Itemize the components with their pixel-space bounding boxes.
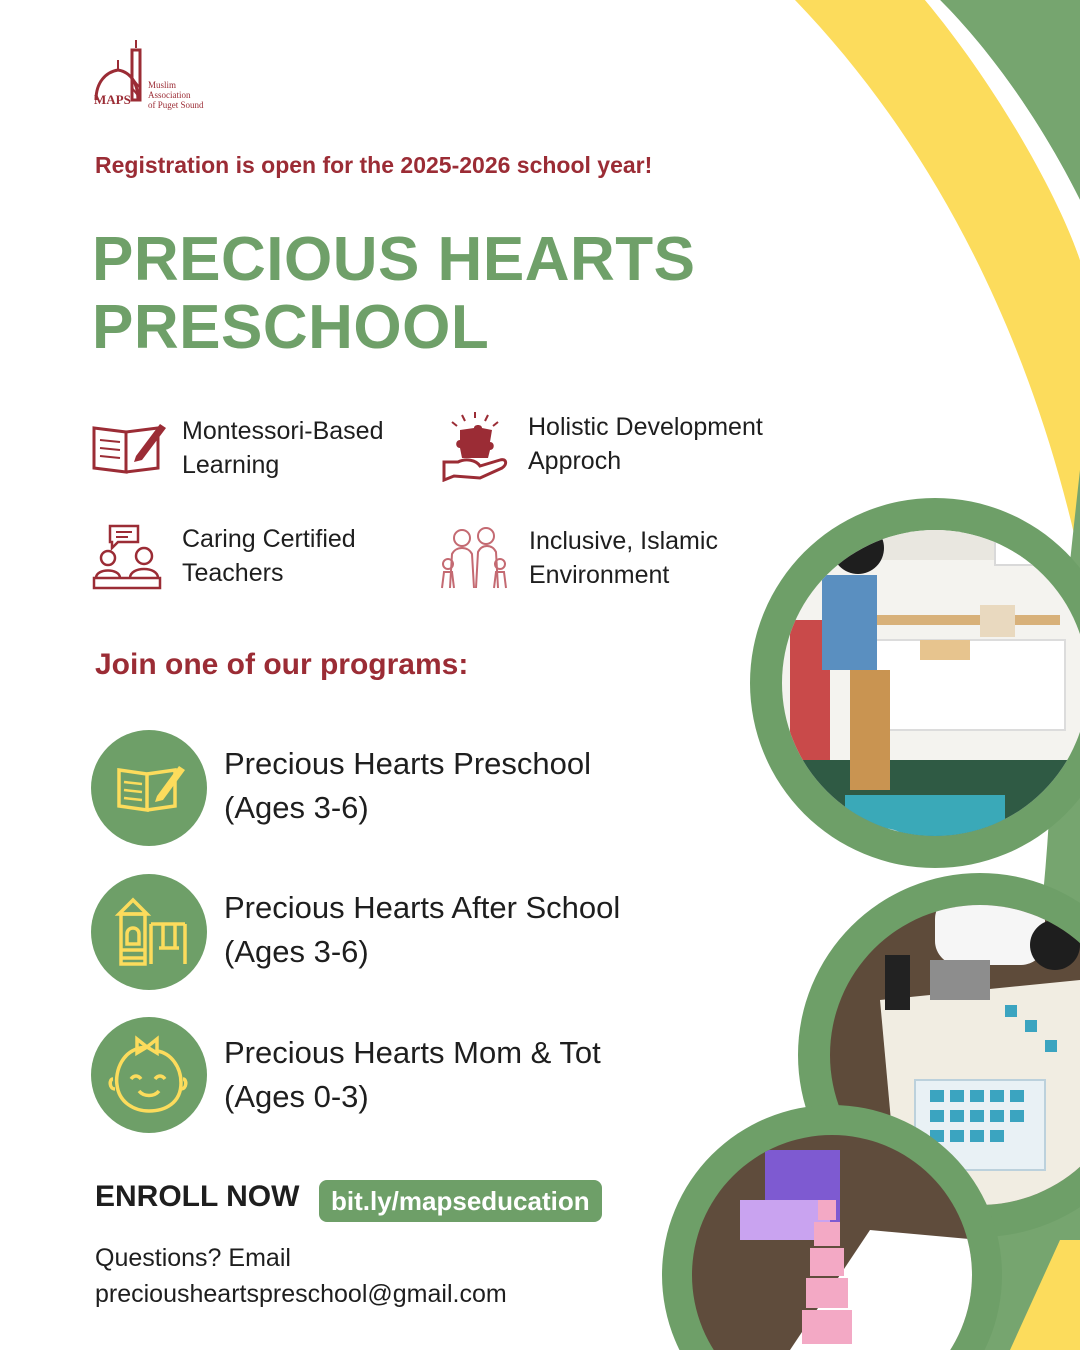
maps-logo (92, 38, 222, 113)
program-label (224, 1031, 601, 1119)
program-ages: (Ages 3-6) (224, 934, 369, 969)
contact-email[interactable]: preciousheartspreschool@gmail.com (95, 1280, 507, 1308)
program-icon-circle (91, 1017, 207, 1133)
feature-label (528, 410, 763, 478)
baby-face-icon (91, 1017, 207, 1133)
family-icon (440, 526, 510, 592)
feature-line: Montessori-Based (182, 417, 384, 445)
program-icon-circle (91, 730, 207, 846)
program-label (224, 886, 620, 974)
page-title (92, 226, 695, 362)
program-ages: (Ages 0-3) (224, 1079, 369, 1114)
program-name: Precious Hearts After School (224, 890, 621, 925)
book-pencil-icon (91, 730, 207, 846)
feature-line: Caring Certified (182, 525, 356, 553)
title-line-1: PRECIOUS HEARTS (92, 225, 696, 294)
playground-icon (91, 874, 207, 990)
feature-line: Inclusive, Islamic (529, 527, 718, 555)
program-label (224, 742, 591, 830)
feature-label (182, 414, 383, 482)
hand-puzzle-icon (440, 410, 510, 482)
logo-org-line-3: of Puget Sound (148, 100, 204, 110)
logo-abbr: MAPS (94, 92, 131, 107)
contact-line: Questions? Email (95, 1244, 291, 1272)
logo-org-line-2: Association (148, 90, 191, 100)
logo-org-line-1: Muslim (148, 80, 177, 90)
feature-label (182, 522, 356, 590)
teacher-students-icon (92, 522, 162, 594)
feature-line: Holistic Development (528, 413, 763, 441)
feature-line: Environment (529, 561, 670, 589)
enroll-link[interactable]: bit.ly/mapseducation (319, 1180, 602, 1222)
title-line-2: PRESCHOOL (92, 293, 490, 362)
program-icon-circle (91, 874, 207, 990)
feature-line: Learning (182, 451, 280, 479)
contact-info (95, 1240, 507, 1312)
program-ages: (Ages 3-6) (224, 790, 369, 825)
photo-circle-1 (750, 498, 1080, 868)
enroll-label: ENROLL NOW (95, 1180, 300, 1213)
open-book-pencil-icon (92, 418, 166, 476)
feature-label (529, 524, 718, 592)
program-name: Precious Hearts Mom & Tot (224, 1035, 601, 1070)
programs-heading: Join one of our programs: (95, 648, 469, 681)
registration-banner: Registration is open for the 2025-2026 school year! (95, 152, 653, 178)
feature-line: Teachers (182, 559, 284, 587)
program-name: Precious Hearts Preschool (224, 746, 591, 781)
feature-line: Approch (528, 447, 622, 475)
